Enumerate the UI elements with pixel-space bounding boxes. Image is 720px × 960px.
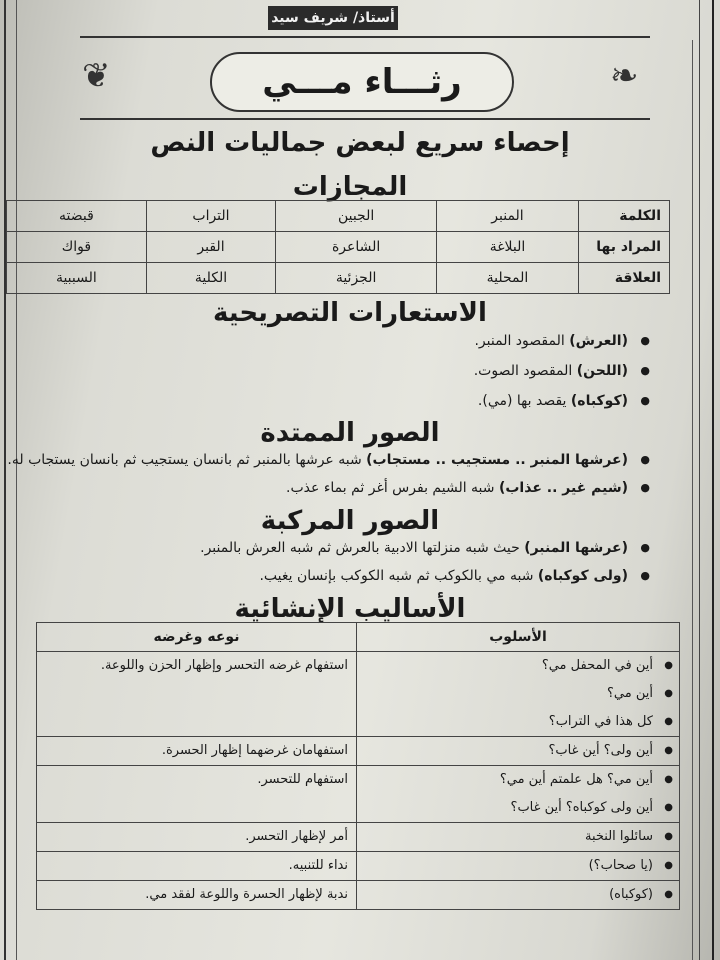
table-cell: الجزئية <box>276 263 437 294</box>
item-key: (عرشها المنبر .. مستجيب .. مستجاب) <box>366 452 628 468</box>
row-head: المراد بها <box>579 232 670 263</box>
table-row <box>37 766 680 823</box>
table-cell: المنبر <box>436 201 578 232</box>
item-text: المقصود المنبر. <box>474 333 570 349</box>
table-cell: المحلية <box>436 263 578 294</box>
table-cell: البلاغة <box>436 232 578 263</box>
inshaiya-heading: الأساليب الإنشائية <box>234 594 466 624</box>
banner-top-rule <box>80 36 650 38</box>
table-cell: السببية <box>7 263 147 294</box>
table-row <box>7 201 670 232</box>
list-item <box>7 446 650 474</box>
tasrihiya-list <box>474 326 650 416</box>
item-text: شبه الشيم بفرس أغر ثم بماء عذب. <box>286 480 499 496</box>
question-item: ● أين ولى؟ أين غاب؟ <box>363 737 673 765</box>
answer-cell: أمر لإظهار التحسر. <box>37 823 357 852</box>
banner-title: رثـــاء مـــي <box>210 52 514 112</box>
table-cell: الشاعرة <box>276 232 437 263</box>
mumtadda-heading: الصور الممتدة <box>260 418 440 448</box>
table-cell: الكلية <box>146 263 276 294</box>
table-header-row <box>37 623 680 652</box>
answer-cell: استفهامان غرضهما إظهار الحسرة. <box>37 737 357 766</box>
answer-cell: استفهام غرضه التحسر وإظهار الحزن واللوعة. <box>37 652 357 737</box>
majazat-table <box>6 200 670 294</box>
table-cell: القبر <box>146 232 276 263</box>
table-cell: الجبين <box>276 201 437 232</box>
questions-cell <box>357 852 680 881</box>
item-text: شبه عرشها بالمنبر ثم بانسان يستجيب ثم بانسان يستجاب له. <box>7 452 367 468</box>
table-row <box>7 263 670 294</box>
answer-cell: استفهام للتحسر. <box>37 766 357 823</box>
banner-bottom-rule <box>80 118 650 120</box>
item-text: المقصود الصوت. <box>473 363 577 379</box>
teacher-label: أستاذ/ شريف سيد <box>268 6 398 30</box>
questions-cell <box>357 881 680 910</box>
column-header-style: الأسلوب <box>357 623 680 652</box>
list-item <box>200 534 650 562</box>
item-key: (كوكباه) <box>570 393 628 409</box>
item-text: حيث شبه منزلتها الادبية بالعرش ثم شبه العرش بالمنبر. <box>200 540 525 556</box>
inshaiya-table <box>36 622 680 910</box>
row-head: الكلمة <box>579 201 670 232</box>
item-key: (ولى كوكباه) <box>537 568 628 584</box>
table-row <box>37 737 680 766</box>
question-item: ● أين ولى كوكباه؟ أين غاب؟ <box>363 794 673 822</box>
item-key: (عرشها المنبر) <box>524 540 628 556</box>
row-head: العلاقة <box>579 263 670 294</box>
list-item <box>474 386 650 416</box>
table-row <box>37 823 680 852</box>
murakkaba-heading: الصور المركبة <box>260 506 440 536</box>
mumtadda-list <box>7 446 650 502</box>
question-item: ● أين في المحفل مي؟ <box>363 652 673 680</box>
ornament-right-icon: ❧ <box>610 56 639 96</box>
list-item <box>200 562 650 590</box>
ornament-left-icon: ❦ <box>82 56 111 96</box>
tasrihiya-heading: الاستعارات التصريحية <box>213 298 487 328</box>
table-row <box>37 852 680 881</box>
question-item: ● أين مي؟ <box>363 680 673 708</box>
list-item <box>474 326 650 356</box>
answer-cell: نداء للتنبيه. <box>37 852 357 881</box>
item-key: (العرش) <box>569 333 628 349</box>
item-text: يقصد بها (مي). <box>477 393 571 409</box>
main-title: إحصاء سريع لبعض جماليات النص <box>150 128 570 158</box>
majazat-heading: المجازات <box>292 172 408 202</box>
questions-cell <box>357 652 680 737</box>
table-cell: التراب <box>146 201 276 232</box>
question-item: ● كل هذا في التراب؟ <box>363 708 673 736</box>
question-item: ● أين مي؟ هل علمتم أين مي؟ <box>363 766 673 794</box>
questions-cell <box>357 823 680 852</box>
item-key: (شيم غير .. عذاب) <box>498 480 628 496</box>
table-row <box>37 881 680 910</box>
item-text: شبه مي بالكوكب ثم شبه الكوكب بإنسان يغيب. <box>259 568 538 584</box>
list-item <box>7 474 650 502</box>
question-item: ● (يا صحاب؟) <box>363 852 673 880</box>
table-row <box>37 652 680 737</box>
table-cell: قبضته <box>7 201 147 232</box>
answer-cell: ندبة لإظهار الحسرة واللوعة لفقد مي. <box>37 881 357 910</box>
question-item: ● سائلوا النخبة <box>363 823 673 851</box>
questions-cell <box>357 737 680 766</box>
table-cell: قواك <box>7 232 147 263</box>
questions-cell <box>357 766 680 823</box>
list-item <box>474 356 650 386</box>
question-item: ● (كوكباه) <box>363 881 673 909</box>
item-key: (اللحن) <box>576 363 628 379</box>
murakkaba-list <box>200 534 650 590</box>
column-header-type: نوعه وغرضه <box>37 623 357 652</box>
table-row <box>7 232 670 263</box>
